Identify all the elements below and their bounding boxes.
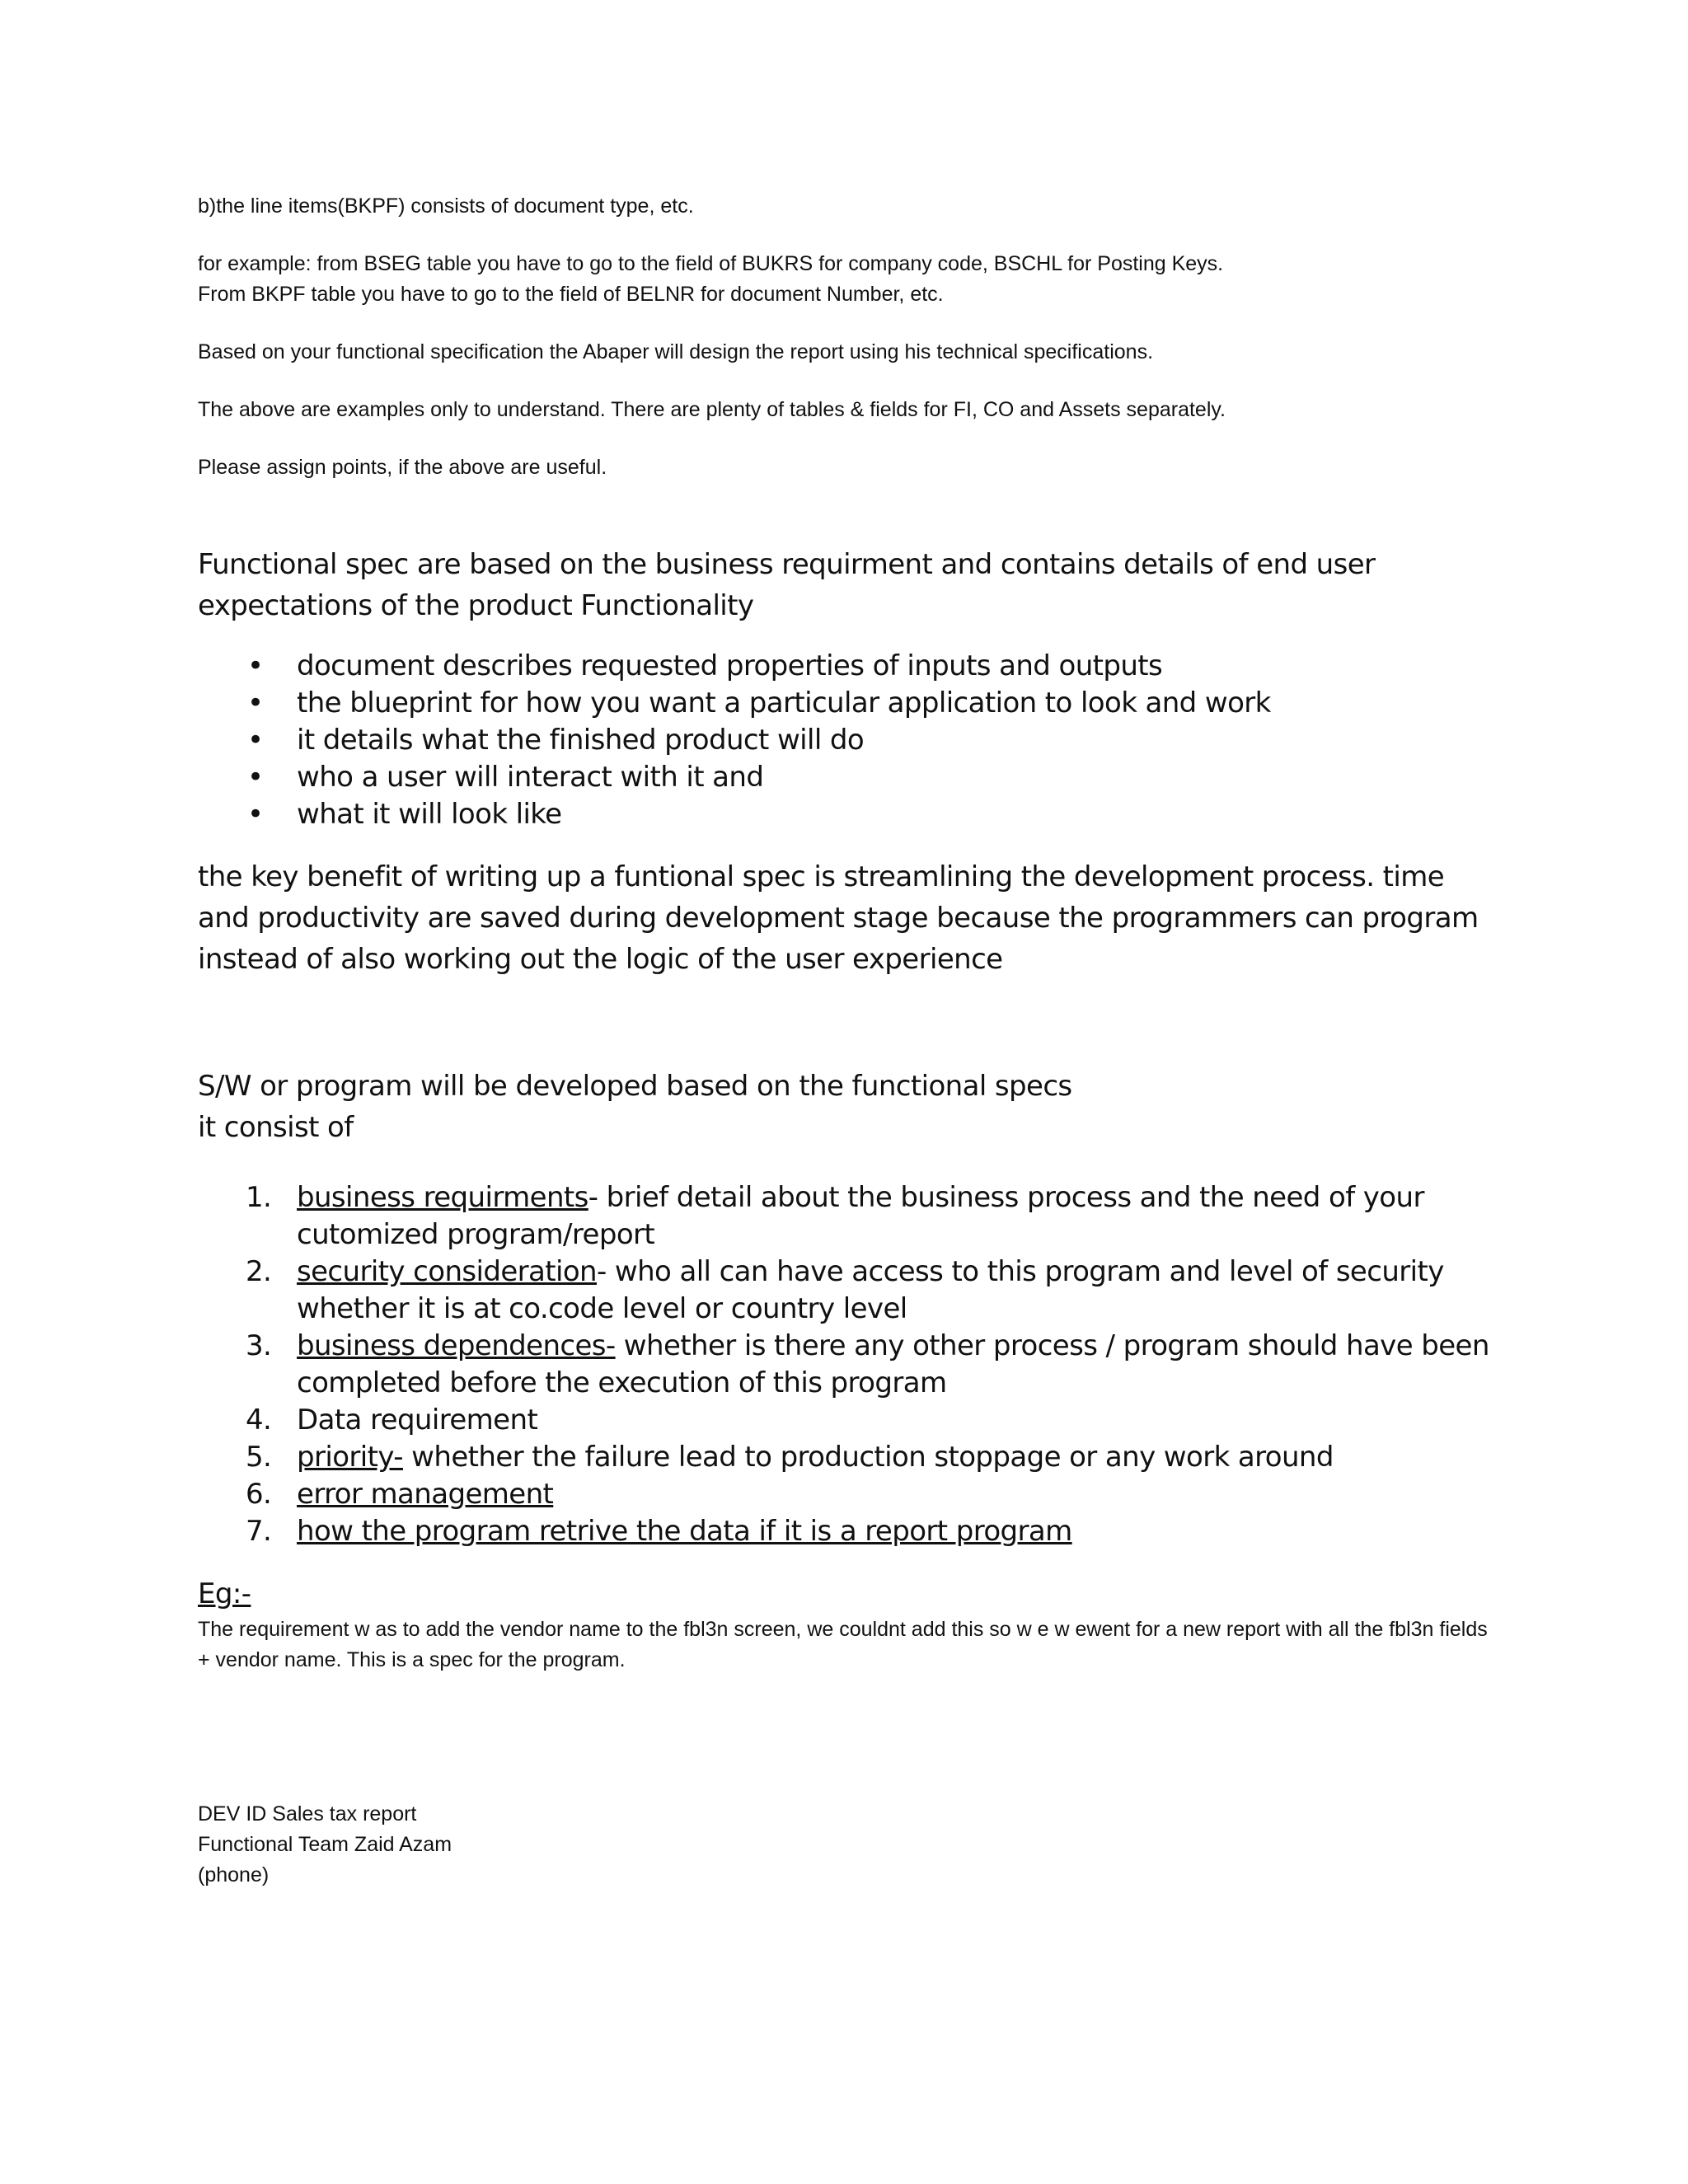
list-number: 2. — [246, 1255, 272, 1288]
list-number: 1. — [246, 1181, 272, 1214]
bullet-item — [198, 796, 1500, 833]
program-line-2: it consist of — [198, 1111, 354, 1144]
example-heading: Eg:- — [198, 1577, 251, 1610]
bullet-text: the blueprint for how you want a particular application to look and work — [297, 687, 1271, 719]
intro-line-4: Based on your functional specification the Abaper will design the report using his technical specifications. — [198, 340, 1154, 363]
item-title: security consideration — [297, 1255, 598, 1288]
bullet-item — [198, 759, 1500, 796]
footer-dev-id: DEV ID Sales tax report — [198, 1802, 417, 1825]
list-number: 4. — [246, 1404, 272, 1436]
intro-line-2: for example: from BSEG table you have to go to the field of BUKRS for company code, BSCHL for Posting Keys. — [198, 252, 1224, 275]
footer-phone: (phone) — [198, 1863, 270, 1886]
example-text: The requirement w as to add the vendor name to the fbl3n screen, we couldnt add this so w e w ewent for a new report with all the fbl3n fields + vendor name. This is a spec for the program. — [198, 1618, 1488, 1671]
list-item — [198, 1513, 1500, 1550]
bullet-icon: • — [247, 761, 264, 794]
bullet-text: what it will look like — [297, 798, 562, 831]
bullet-text: it details what the finished product will do — [297, 724, 865, 757]
intro-line-3: From BKPF table you have to go to the field of BELNR for document Number, etc. — [198, 283, 944, 306]
intro-line-1: b)the line items(BKPF) consists of document type, etc. — [198, 194, 694, 218]
footer-functional-team: Functional Team Zaid Azam — [198, 1833, 452, 1856]
list-number: 7. — [246, 1515, 272, 1548]
program-line-1: S/W or program will be developed based on the functional specs — [198, 1070, 1072, 1103]
list-number: 3. — [246, 1329, 272, 1362]
item-title: business dependences- — [297, 1329, 616, 1362]
item-title: how the program retrive the data if it is a report program — [297, 1515, 1072, 1548]
bullet-text: who a user will interact with it and — [297, 761, 764, 794]
bullet-item — [198, 685, 1500, 722]
intro-line-6: Please assign points, if the above are useful. — [198, 456, 607, 479]
list-item — [198, 1402, 1500, 1439]
item-text: - brief detail about the business process and the need of your cutomized program/report — [297, 1181, 1424, 1251]
bullet-icon: • — [247, 649, 264, 682]
functional-spec-paragraph: Functional spec are based on the business requirment and contains details of end user expectations of the product Functionality — [198, 548, 1376, 622]
document-page — [198, 191, 1500, 1891]
bullet-item — [198, 648, 1500, 685]
item-title: priority- — [297, 1441, 403, 1474]
bullet-item — [198, 722, 1500, 759]
item-text: whether the failure lead to production stoppage or any work around — [402, 1441, 1334, 1474]
program-consists-list — [198, 1179, 1500, 1550]
bullet-icon: • — [247, 687, 264, 719]
list-item — [198, 1179, 1500, 1254]
bullet-text: document describes requested properties of inputs and outputs — [297, 649, 1163, 682]
list-item — [198, 1439, 1500, 1476]
list-item — [198, 1254, 1500, 1328]
item-title: business requirments — [297, 1181, 588, 1214]
item-text: whether is there any other process / program should have been completed before the execution of this program — [297, 1329, 1489, 1399]
list-item — [198, 1328, 1500, 1402]
bullet-icon: • — [247, 724, 264, 757]
item-text: - who all can have access to this program and level of security whether it is at co.code level or country level — [297, 1255, 1444, 1325]
list-number: 5. — [246, 1441, 272, 1474]
benefit-paragraph: the key benefit of writing up a funtional spec is streamlining the development process. time and productivity are saved during development stage because the programmers can program instead of also working out the logic of the user experience — [198, 860, 1479, 976]
list-number: 6. — [246, 1478, 272, 1511]
list-item — [198, 1476, 1500, 1513]
item-title: error management — [297, 1478, 554, 1511]
functional-bullet-list — [198, 648, 1500, 833]
bullet-icon: • — [247, 798, 264, 831]
intro-line-5: The above are examples only to understand. There are plenty of tables & fields for FI, CO and Assets separately. — [198, 398, 1226, 421]
item-text: Data requirement — [297, 1404, 538, 1436]
